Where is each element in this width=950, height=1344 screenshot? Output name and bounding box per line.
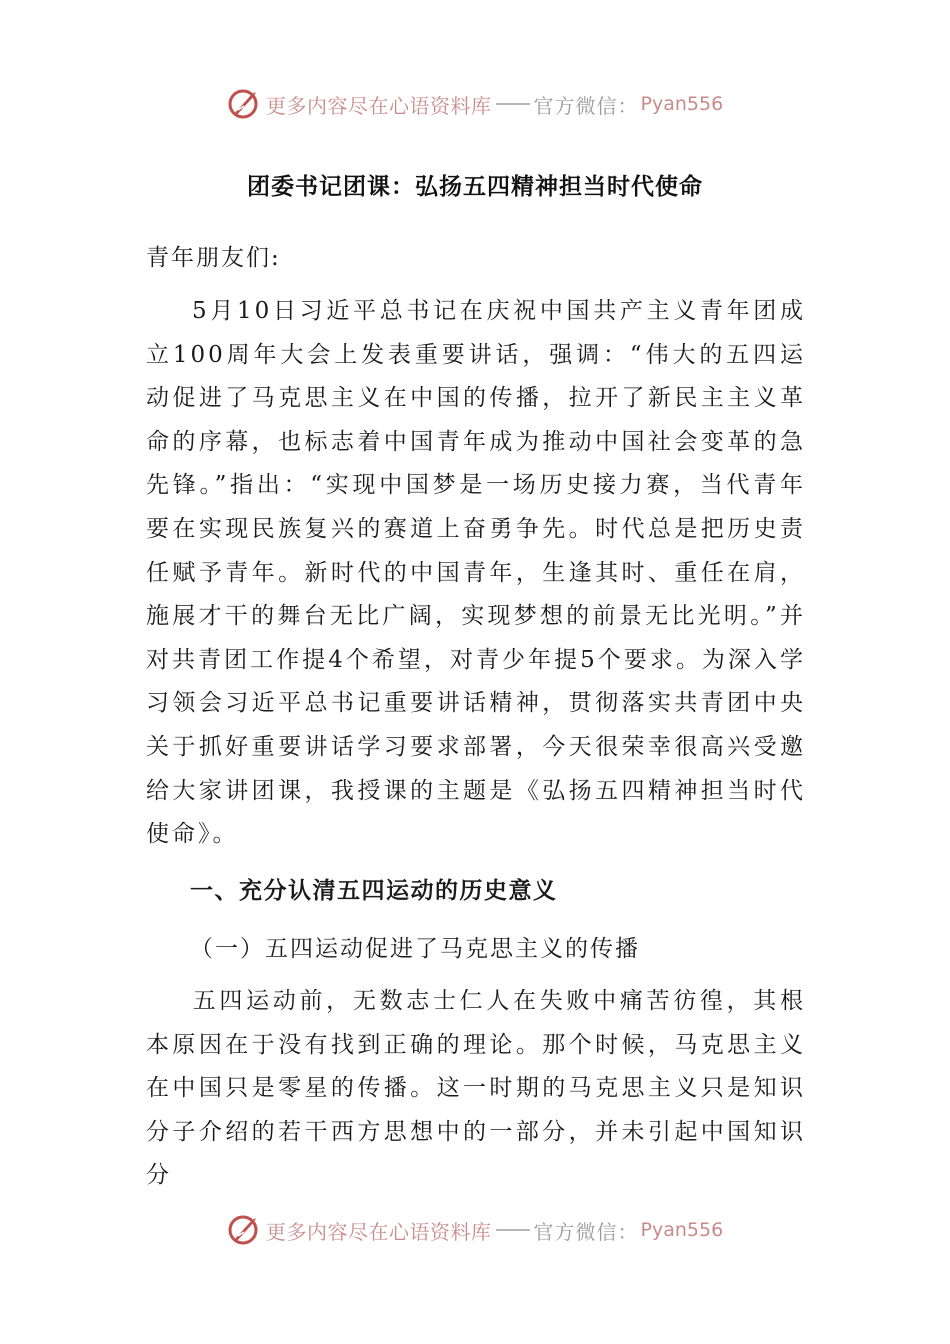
body-paragraph-text: 五四运动前，无数志士仁人在失败中痛苦彷徨，其根本原因在于没有找到正确的理论。那个时候，马克思主义在中国只是零星的传播。这一时期的马克思主义只是知识分子介绍的若干西方思想中的一部分，并未引起中国知识分	[146, 988, 806, 1189]
header-watermark	[226, 84, 723, 124]
subsection-heading: （一）五四运动促进了马克思主义的传播	[190, 936, 640, 962]
quill-logo-icon	[226, 86, 262, 122]
salutation: 青年朋友们:	[146, 245, 281, 271]
document-title: 团委书记团课：弘扬五四精神担当时代使命	[247, 174, 703, 200]
watermark-sub-text: 官方微信：	[533, 1219, 639, 1244]
footer-watermark	[226, 1210, 723, 1250]
quill-logo-icon	[226, 1212, 262, 1248]
watermark-main-text: 更多内容尽在心语资料库	[266, 93, 492, 118]
watermark-dash	[496, 1229, 530, 1231]
intro-paragraph	[146, 290, 806, 857]
watermark-main-text: 更多内容尽在心语资料库	[266, 1219, 492, 1244]
watermark-wechat-id: Pyan556	[640, 93, 724, 115]
watermark-sub-text: 官方微信：	[533, 93, 639, 118]
intro-paragraph-text: 5月10日习近平总书记在庆祝中国共产主义青年团成立100周年大会上发表重要讲话，强调：“伟大的五四运动促进了马克思主义在中国的传播，拉开了新民主主义革命的序幕，也标志着中国青年成为推动中国社会变革的急先锋。”指出：“实现中国梦是一场历史接力赛，当代青年要在实现民族复兴的赛道上奋勇争先。时代总是把历史责任赋予青年。新时代的中国青年，生逢其时、重任在肩，施展才干的舞台无比广阔，实现梦想的前景无比光明。”并对共青团工作提4个希望，对青少年提5个要求。为深入学习领会习近平总书记重要讲话精神，贯彻落实共青团中央关于抓好重要讲话学习要求部署，今天很荣幸很高兴受邀给大家讲团课，我授课的主题是《弘扬五四精神担当时代使命》。	[146, 298, 806, 848]
watermark-dash	[496, 103, 530, 105]
body-paragraph	[146, 980, 806, 1198]
section-heading: 一、充分认清五四运动的历史意义	[190, 878, 558, 904]
watermark-wechat-id: Pyan556	[640, 1219, 724, 1241]
